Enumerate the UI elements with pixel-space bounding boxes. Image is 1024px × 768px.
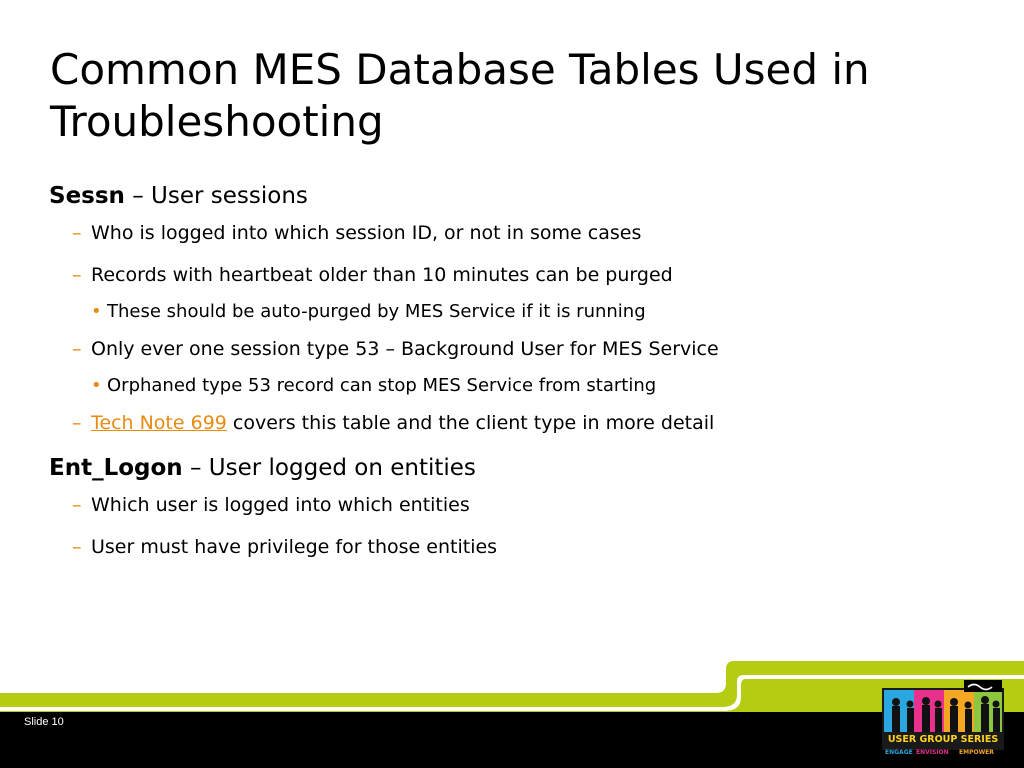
- logo-title: USER GROUP SERIES: [887, 734, 999, 745]
- list-item: [49, 220, 979, 246]
- logo-tagline-engage: ENGAGE: [885, 749, 913, 756]
- section-term: Ent_Logon: [49, 455, 183, 481]
- footer-band: [0, 655, 1024, 768]
- list-item: [49, 336, 979, 362]
- sub-list-item-text: Orphaned type 53 record can stop MES Service from starting: [107, 375, 657, 396]
- dash-bullet: –: [72, 338, 82, 360]
- dash-bullet: –: [72, 536, 82, 558]
- slide-body: [49, 180, 979, 576]
- list-item: [49, 410, 979, 436]
- sub-list-item: [49, 374, 979, 398]
- list-item-text: Which user is logged into which entities: [91, 494, 470, 516]
- logo-tagline-envision: ENVISION: [916, 749, 949, 756]
- section-ent-logon: [49, 452, 979, 484]
- dot-bullet: •: [91, 375, 102, 396]
- list-item-text: Who is logged into which session ID, or not in some cases: [91, 222, 642, 244]
- sub-list-item-text: These should be auto-purged by MES Service if it is running: [107, 301, 646, 322]
- slide-number: Slide 10: [24, 716, 64, 728]
- logo-tagline-empower: EMPOWER: [959, 749, 994, 756]
- tech-note-link[interactable]: Tech Note 699: [91, 412, 227, 434]
- dot-bullet: •: [91, 301, 102, 322]
- list-item-text: covers this table and the client type in more detail: [226, 412, 715, 434]
- dash-bullet: –: [72, 222, 82, 244]
- list-item-text: Records with heartbeat older than 10 minutes can be purged: [91, 264, 673, 286]
- list-item-text: Only ever one session type 53 – Background User for MES Service: [91, 338, 719, 360]
- section-description: – User sessions: [124, 183, 308, 209]
- footer-black-bar: [0, 712, 1024, 768]
- section-description: – User logged on entities: [182, 455, 476, 481]
- dash-bullet: –: [72, 264, 82, 286]
- section-term: Sessn: [49, 183, 125, 209]
- list-item-text: User must have privilege for those entities: [91, 536, 498, 558]
- sub-list-item: [49, 300, 979, 324]
- list-item: [49, 534, 979, 560]
- user-group-series-logo: [882, 680, 1004, 758]
- dash-bullet: –: [72, 412, 82, 434]
- footer-green-strip: [0, 661, 1024, 712]
- section-sessn: [49, 180, 979, 212]
- list-item: [49, 492, 979, 518]
- dash-bullet: –: [72, 494, 82, 516]
- slide-title: Common MES Database Tables Used in Troubleshooting: [50, 45, 870, 146]
- list-item: [49, 262, 979, 288]
